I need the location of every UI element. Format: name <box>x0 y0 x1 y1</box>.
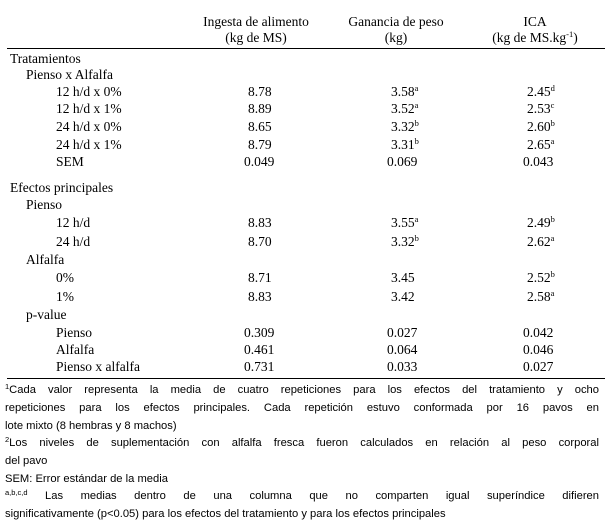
footnote-2-line2: del pavo <box>5 455 48 467</box>
document-page: Ingesta de alimento (kg de MS) Ganancia de peso (kg) ICA (kg de $MS.kg^{-1}$) Tratamientos Pienso x Alfalfa 12 h/d x 0% 8.78 3.58$^a$ 2.45$^d$ 12 h/d x 1% 8.89 3.52$^a$ 2.53$^c$ 24 h/d x 0% 8.65 3.32$^b$ 2.60$^b$ 24 h/d x 1% 8.79 3.31$^b$ 2.65$^a$ SEM 0.049 0.069 0.043 Efectos principales Pienso 12 h/d 8.83 3.55$^a$ 2.49$^b$ 24 h/d 8.70 3.32$^b$ 2.62$^a$ Alfalfa 0% 8.71 3.45 2.52$^b$ 1% 8.83 3.42 2.58$^a$ p-value Pienso 0.309 0.027 0.042 Alfalfa 0.461 0.064 0.046 Pienso x alfalfa 0.731 0.033 0.027 $^1$Cada valor representa la media de cuatro repeticiones para los efectos del tratamiento y ocho repeticiones para los efectos principales. Cada repetición estuvo conformada por 16 pavos en lote mixto (8 hembras y 8 machos) $^2$Los niveles de suplementación con alfalfa fresca fueron calculados en relación al peso corporal del pavo SEM: Error estándar de la media $^{a,b,c,d}$ Las medias dentro de una columna que no comparten igual superíndice difieren significativamente (p<0.05) para los efectos del tratamiento y para los efectos principales <box>0 0 607 529</box>
header-ica-line2: (kg de $MS.kg^{-1}$) <box>492 29 578 45</box>
footnote-3-line1: $^{a,b,c,d}$ Las medias dentro de una columna que no comparten igual superíndice difieren <box>5 488 600 502</box>
header-rule <box>7 48 605 49</box>
header-ica-line1: ICA <box>523 14 547 29</box>
footnote-1-line1: $^1$Cada valor representa la media de cuatro repeticiones para los efectos del tratamiento y ocho <box>5 382 599 396</box>
section-tratamientos: Tratamientos <box>10 51 81 66</box>
footnote-3-line2: significativamente (p<0.05) para los efectos del tratamiento y para los efectos principales <box>5 508 446 520</box>
header-ingesta-line1: Ingesta de alimento <box>203 14 309 29</box>
header-ganancia-line2: (kg) <box>384 30 408 45</box>
header-ingesta <box>195 14 317 46</box>
header-ganancia-line1: Ganancia de peso <box>348 14 444 29</box>
header-ica <box>473 14 597 46</box>
bottom-rule <box>7 378 605 379</box>
footnote-2-line1: $^2$Los niveles de suplementación con alfalfa fresca fueron calculados en relación al peso corporal <box>5 435 599 449</box>
subsection-p-value: p-value <box>26 307 67 322</box>
header-ingesta-line2: (kg de MS) <box>225 30 287 45</box>
footnote-1-line3: lote mixto (8 hembras y 8 machos) <box>5 420 177 432</box>
section-efectos-principales: Efectos principales <box>10 180 114 195</box>
subsection-pienso-x-alfalfa: Pienso x Alfalfa <box>26 67 113 82</box>
subsection-pienso: Pienso <box>26 197 63 212</box>
footnote-1-line2: repeticiones para los efectos principales. Cada repetición estuvo conformada por 16 pavos en <box>5 402 599 414</box>
subsection-alfalfa: Alfalfa <box>26 252 65 267</box>
footnote-sem: SEM: Error estándar de la media <box>5 473 168 485</box>
header-ganancia <box>341 14 451 46</box>
